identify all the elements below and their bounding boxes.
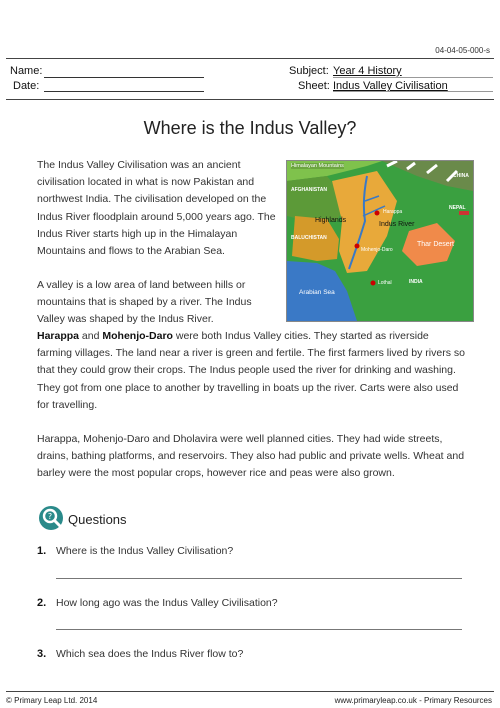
page-title: Where is the Indus Valley? xyxy=(143,118,357,138)
subject-label: Subject: xyxy=(289,65,329,77)
date-field[interactable] xyxy=(44,91,204,92)
question-2-text: How long ago was the Indus Valley Civilisation? xyxy=(56,597,278,609)
answer-line-2[interactable] xyxy=(56,629,462,630)
map-label-mohenjo: Mohenjo-Daro xyxy=(361,247,393,253)
p3-rest: were both Indus Valley cities. They started as riverside farming villages. The land near a river is green and fertile. The first farmers lived by rivers so that they could grow their crops. The Indus people used the river for drinking and washing. They got from one place to another by travelling in boats up the river. Carts were also used for travelling. xyxy=(37,330,465,411)
subject-line xyxy=(333,77,493,78)
question-2-number: 2. xyxy=(37,597,47,609)
footer-copyright: © Primary Leap Ltd. 2014 xyxy=(6,696,98,705)
magnifier-icon xyxy=(38,505,66,538)
map-label-china: CHINA xyxy=(453,173,469,179)
indus-valley-map xyxy=(286,160,474,322)
name-label: Name: xyxy=(10,65,43,77)
paragraph-cities xyxy=(37,328,465,414)
map-label-nepal: NEPAL xyxy=(449,205,466,211)
map-label-afghanistan: AFGHANISTAN xyxy=(291,187,328,193)
paragraph-planning: Harappa, Mohenjo-Daro and Dholavira were well planned cities. They had wide streets, drains, bathing platforms, and reservoirs. They also had public and private wells. Wheat and barley were the most popular crops, however rice and peas were also grown. xyxy=(37,433,465,480)
paragraph-valley: A valley is a low area of land between hills or mountains that is shaped by a river. The Indus Valley was shaped by the Indus River. xyxy=(37,279,252,326)
map-label-highlands: Highlands xyxy=(315,217,347,224)
question-1-text: Where is the Indus Valley Civilisation? xyxy=(56,545,234,557)
document-code: 04-04-05-000-s xyxy=(435,46,490,55)
map-label-arabian: Arabian Sea xyxy=(299,289,335,296)
harappa-bold: Harappa xyxy=(37,330,80,342)
header-top-rule xyxy=(6,58,494,59)
map-label-india: INDIA xyxy=(409,279,423,285)
date-label: Date: xyxy=(13,80,40,92)
question-3-text: Which sea does the Indus River flow to? xyxy=(56,648,244,660)
questions-heading: Questions xyxy=(68,512,127,527)
question-1-number: 1. xyxy=(37,545,47,557)
question-3-number: 3. xyxy=(37,648,47,660)
map-label-baluchistan: BALUCHISTAN xyxy=(291,235,327,241)
svg-text:?: ? xyxy=(47,512,53,521)
sheet-line xyxy=(333,91,493,92)
subject-value: Year 4 History xyxy=(333,65,402,77)
sheet-label: Sheet: xyxy=(298,80,330,92)
mohenjo-bold: Mohenjo-Daro xyxy=(102,330,173,342)
map-label-indus-river: Indus River xyxy=(379,221,415,228)
footer-website[interactable]: www.primaryleap.co.uk - Primary Resources xyxy=(334,696,492,705)
footer-rule xyxy=(6,691,494,692)
map-label-harappa: Harappa xyxy=(383,209,403,215)
answer-line-1[interactable] xyxy=(56,578,462,579)
map-label-lothal: Lothal xyxy=(378,280,392,286)
sheet-value: Indus Valley Civilisation xyxy=(333,80,448,92)
p3-and: and xyxy=(79,330,103,342)
name-field[interactable] xyxy=(44,77,204,78)
map-label-himalayan: Himalayan Mountains xyxy=(291,163,344,169)
map-label-thar: Thar Desert xyxy=(417,241,454,248)
paragraph-intro: The Indus Valley Civilisation was an ancient civilisation located in what is now Pakistan and northwest India. The civilisation developed on the Indus River floodplain around 5,000 years ago. The Indus River starts high up in the Himalayan Mountains and flows to the Arabian Sea. xyxy=(37,159,276,258)
header-bottom-rule xyxy=(6,99,494,100)
